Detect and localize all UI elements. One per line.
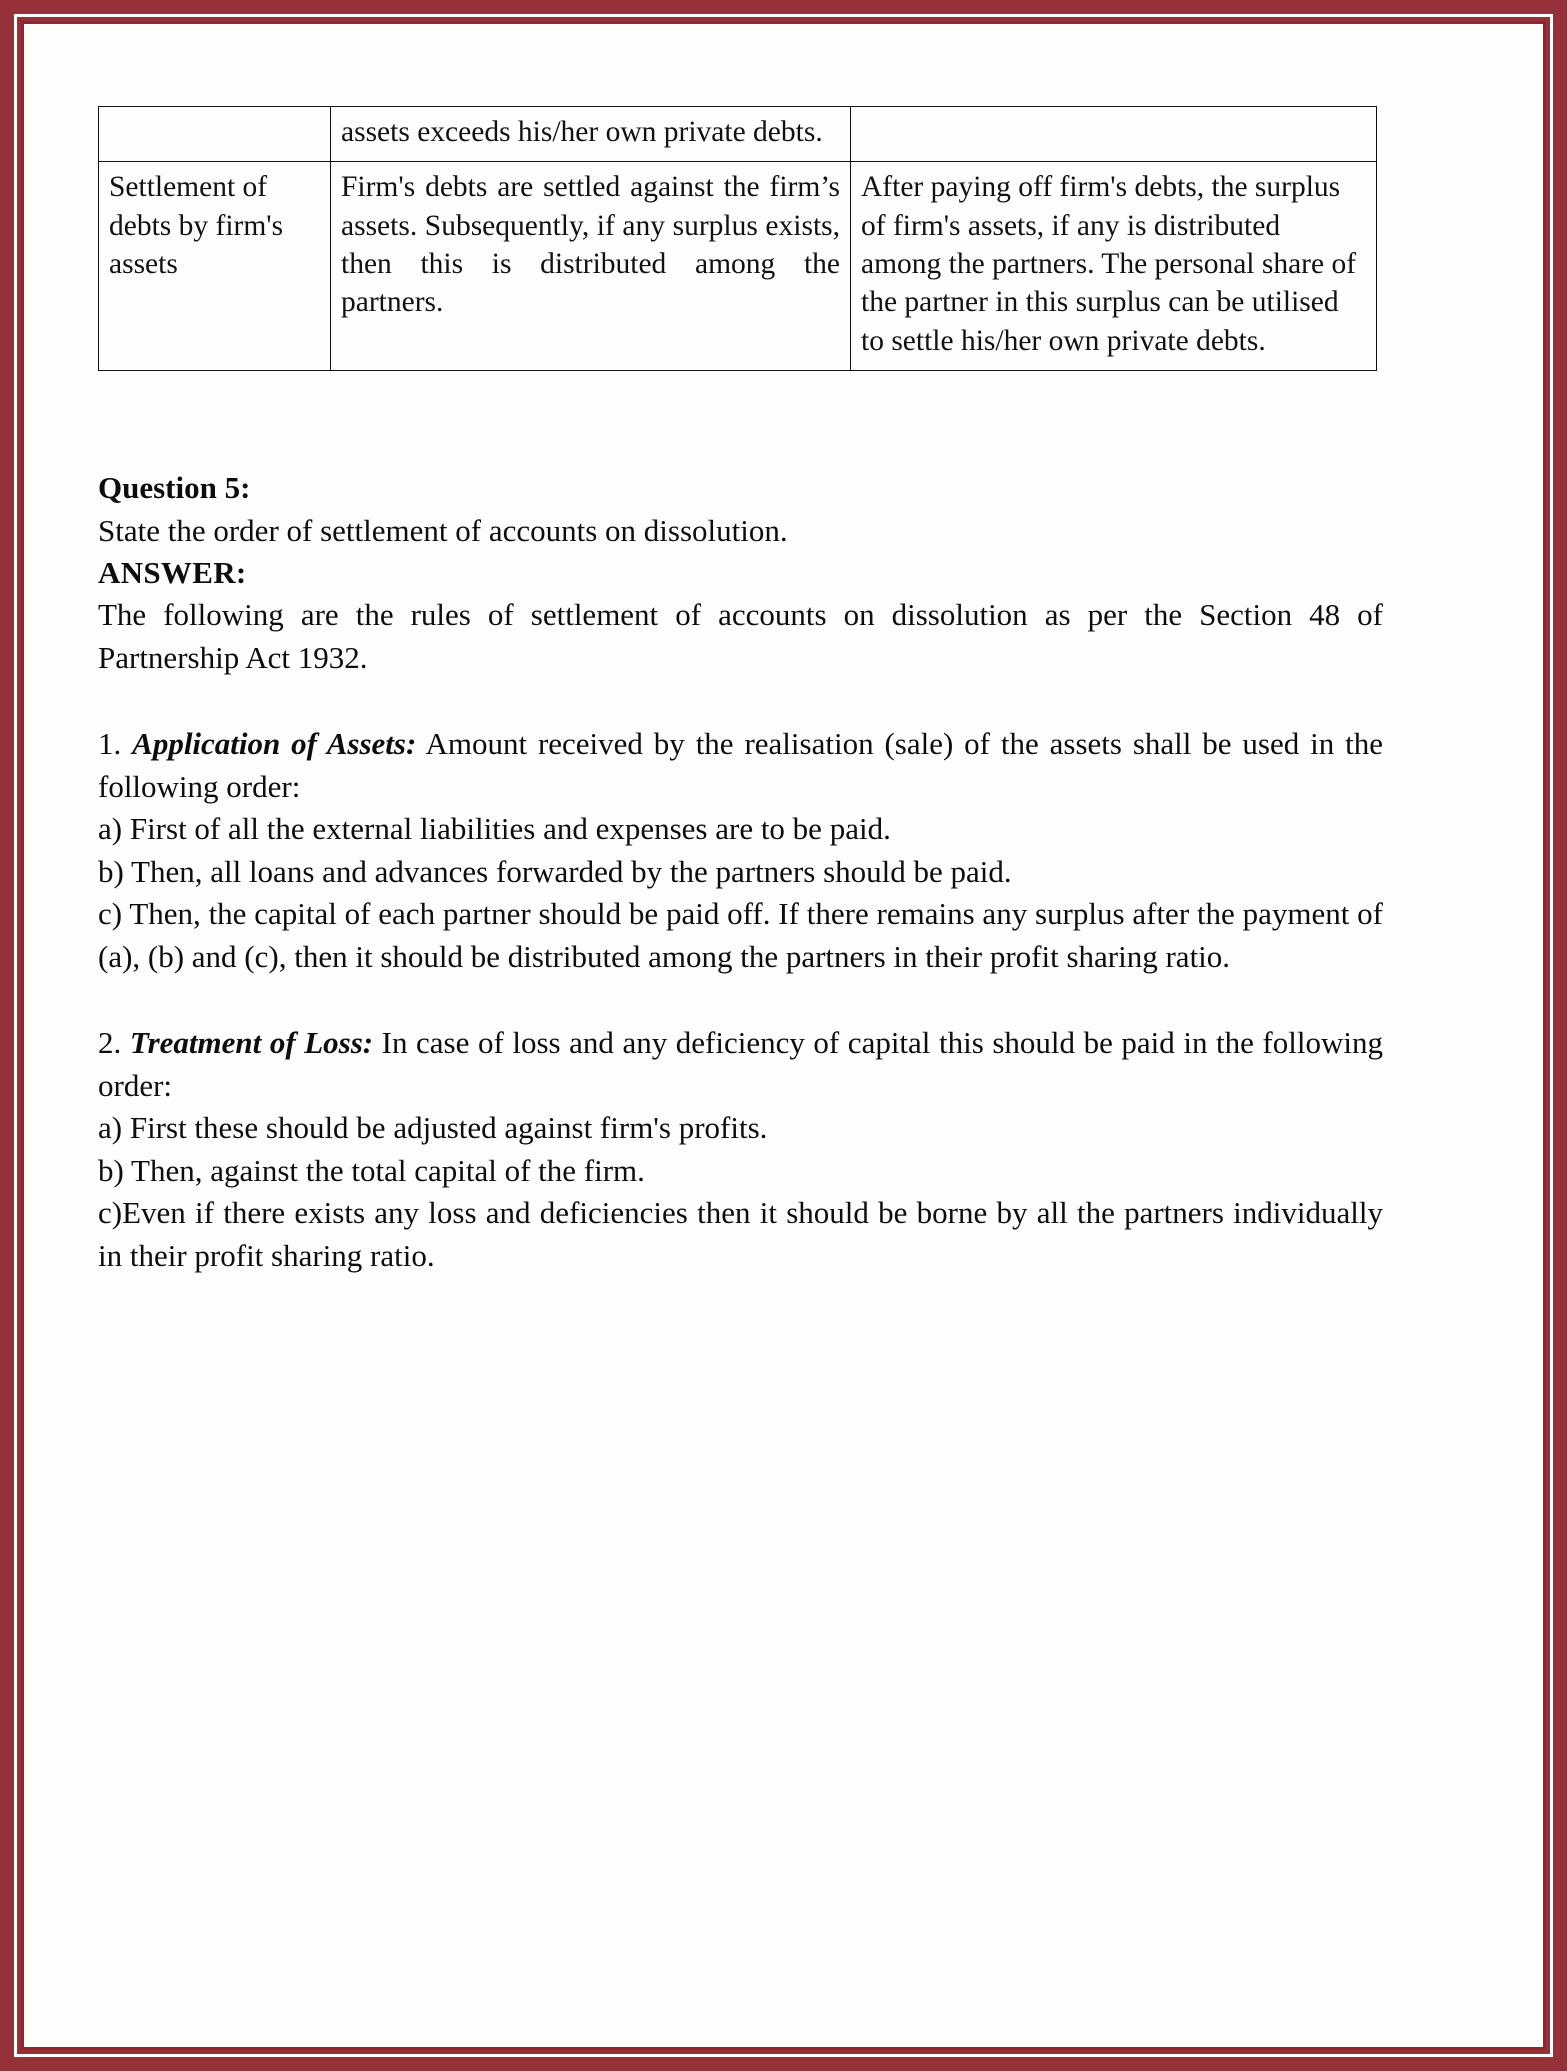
section-1-lead-text: Amount received by the realisation (sale) of the assets shall be used in the following order: xyxy=(98,726,1384,804)
table-row xyxy=(99,107,1377,162)
frame-inner-rule xyxy=(21,21,1546,2050)
paragraph-spacer xyxy=(98,679,1475,723)
table-cell-dissolution-of-partnership xyxy=(851,107,1377,162)
answer-intro-paragraph: The following are the rules of settlement of accounts on dissolution as per the Section 48 of Partnership Act 1932. xyxy=(98,597,1383,675)
section-1-lead xyxy=(98,723,1383,808)
question-heading: Question 5: xyxy=(98,470,251,506)
document-page xyxy=(24,24,1543,2047)
section-2-number: 2. xyxy=(98,1025,122,1061)
table-row xyxy=(99,162,1377,371)
section-1-title: Application of Assets: xyxy=(132,726,417,762)
table-cell-dissolution-of-firm: Firm's debts are settled against the firm’s assets. Subsequently, if any surplus exists, then this is distributed among the partners. xyxy=(331,162,851,371)
section-1-number: 1. xyxy=(98,726,122,762)
table-cell-aspect xyxy=(99,107,331,162)
table-cell-aspect: Settlement of debts by firm's assets xyxy=(99,162,331,371)
comparison-table xyxy=(98,106,1377,371)
section-2-item-a: a) First these should be adjusted against firm's profits. xyxy=(98,1110,768,1146)
paragraph-spacer xyxy=(98,978,1475,1022)
section-2-lead-text: In case of loss and any deficiency of capital this should be paid in the following order: xyxy=(98,1025,1383,1103)
question-text: State the order of settlement of accounts on dissolution. xyxy=(98,512,788,548)
section-2-title: Treatment of Loss: xyxy=(129,1025,374,1061)
section-2-lead xyxy=(98,1022,1383,1107)
section-1-item-c: c) Then, the capital of each partner should be paid off. If there remains any surplus after the payment of (a), (b) and (c), then it should be distributed among the partners in their profit sharing ratio. xyxy=(98,896,1383,974)
table-cell-dissolution-of-partnership: After paying off firm's debts, the surplus of firm's assets, if any is distributed among the partners. The personal share of the partner in this surplus can be utilised to settle his/her own private debts. xyxy=(851,162,1377,371)
section-1-item-b: b) Then, all loans and advances forwarded by the partners should be paid. xyxy=(98,853,1012,889)
section-2-item-b: b) Then, against the total capital of the firm. xyxy=(98,1152,645,1188)
section-1-item-a: a) First of all the external liabilities and expenses are to be paid. xyxy=(98,811,891,847)
frame-white-rule xyxy=(14,14,1553,2057)
answer-content xyxy=(92,467,1475,1277)
section-2-item-c: c)Even if there exists any loss and deficiencies then it should be borne by all the partners individually in their profit sharing ratio. xyxy=(98,1195,1383,1273)
table-cell-dissolution-of-firm: assets exceeds his/her own private debts. xyxy=(331,107,851,162)
answer-heading: ANSWER: xyxy=(98,555,247,590)
